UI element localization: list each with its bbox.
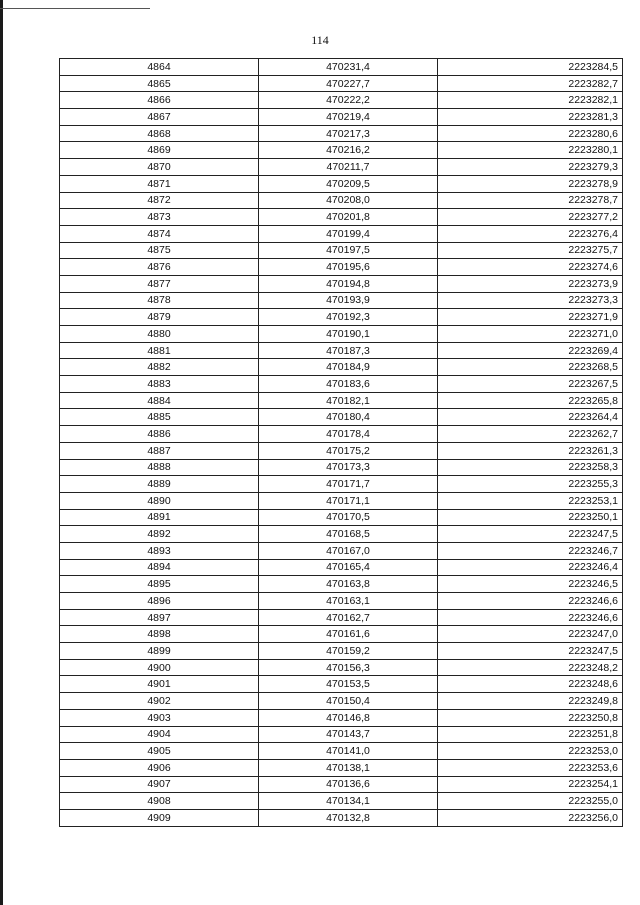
table-row	[60, 659, 623, 676]
y-coordinate-cell: 2223271,0	[438, 326, 623, 343]
point-number-cell: 4893	[60, 542, 259, 559]
table-row	[60, 192, 623, 209]
y-coordinate-cell: 2223265,8	[438, 392, 623, 409]
table-row	[60, 809, 623, 826]
point-number-cell: 4900	[60, 659, 259, 676]
x-coordinate-cell: 470161,6	[259, 626, 438, 643]
point-number-cell: 4865	[60, 75, 259, 92]
x-coordinate-cell: 470194,8	[259, 275, 438, 292]
point-number-cell: 4883	[60, 376, 259, 393]
table-row	[60, 643, 623, 660]
x-coordinate-cell: 470173,3	[259, 459, 438, 476]
table-row	[60, 409, 623, 426]
table-row	[60, 559, 623, 576]
point-number-cell: 4874	[60, 225, 259, 242]
y-coordinate-cell: 2223246,6	[438, 593, 623, 610]
x-coordinate-cell: 470208,0	[259, 192, 438, 209]
table-row	[60, 593, 623, 610]
table-row	[60, 476, 623, 493]
y-coordinate-cell: 2223258,3	[438, 459, 623, 476]
y-coordinate-cell: 2223281,3	[438, 109, 623, 126]
y-coordinate-cell: 2223279,3	[438, 159, 623, 176]
y-coordinate-cell: 2223253,1	[438, 492, 623, 509]
point-number-cell: 4907	[60, 776, 259, 793]
y-coordinate-cell: 2223248,6	[438, 676, 623, 693]
table-row	[60, 359, 623, 376]
x-coordinate-cell: 470216,2	[259, 142, 438, 159]
y-coordinate-cell: 2223255,0	[438, 793, 623, 810]
point-number-cell: 4875	[60, 242, 259, 259]
x-coordinate-cell: 470217,3	[259, 125, 438, 142]
point-number-cell: 4880	[60, 326, 259, 343]
x-coordinate-cell: 470163,8	[259, 576, 438, 593]
point-number-cell: 4890	[60, 492, 259, 509]
coordinates-table-body	[60, 59, 623, 827]
x-coordinate-cell: 470170,5	[259, 509, 438, 526]
x-coordinate-cell: 470211,7	[259, 159, 438, 176]
point-number-cell: 4897	[60, 609, 259, 626]
y-coordinate-cell: 2223253,6	[438, 759, 623, 776]
x-coordinate-cell: 470153,5	[259, 676, 438, 693]
table-row	[60, 676, 623, 693]
y-coordinate-cell: 2223255,3	[438, 476, 623, 493]
x-coordinate-cell: 470192,3	[259, 309, 438, 326]
point-number-cell: 4905	[60, 743, 259, 760]
y-coordinate-cell: 2223261,3	[438, 442, 623, 459]
y-coordinate-cell: 2223268,5	[438, 359, 623, 376]
point-number-cell: 4902	[60, 693, 259, 710]
table-row	[60, 376, 623, 393]
point-number-cell: 4878	[60, 292, 259, 309]
table-row	[60, 576, 623, 593]
table-row	[60, 159, 623, 176]
x-coordinate-cell: 470209,5	[259, 175, 438, 192]
y-coordinate-cell: 2223250,8	[438, 709, 623, 726]
y-coordinate-cell: 2223247,5	[438, 526, 623, 543]
x-coordinate-cell: 470182,1	[259, 392, 438, 409]
point-number-cell: 4866	[60, 92, 259, 109]
y-coordinate-cell: 2223274,6	[438, 259, 623, 276]
table-row	[60, 509, 623, 526]
point-number-cell: 4872	[60, 192, 259, 209]
table-row	[60, 542, 623, 559]
table-row	[60, 242, 623, 259]
point-number-cell: 4896	[60, 593, 259, 610]
page-number: 114	[311, 33, 329, 47]
table-row	[60, 793, 623, 810]
y-coordinate-cell: 2223246,5	[438, 576, 623, 593]
table-row	[60, 142, 623, 159]
x-coordinate-cell: 470201,8	[259, 209, 438, 226]
x-coordinate-cell: 470138,1	[259, 759, 438, 776]
y-coordinate-cell: 2223284,5	[438, 59, 623, 76]
point-number-cell: 4879	[60, 309, 259, 326]
table-row	[60, 225, 623, 242]
x-coordinate-cell: 470171,7	[259, 476, 438, 493]
point-number-cell: 4895	[60, 576, 259, 593]
scan-mark	[0, 8, 150, 9]
x-coordinate-cell: 470134,1	[259, 793, 438, 810]
scan-edge	[0, 0, 3, 905]
point-number-cell: 4904	[60, 726, 259, 743]
point-number-cell: 4892	[60, 526, 259, 543]
point-number-cell: 4867	[60, 109, 259, 126]
table-row	[60, 292, 623, 309]
point-number-cell: 4885	[60, 409, 259, 426]
point-number-cell: 4871	[60, 175, 259, 192]
y-coordinate-cell: 2223246,6	[438, 609, 623, 626]
point-number-cell: 4873	[60, 209, 259, 226]
x-coordinate-cell: 470141,0	[259, 743, 438, 760]
point-number-cell: 4868	[60, 125, 259, 142]
table-row	[60, 109, 623, 126]
point-number-cell: 4869	[60, 142, 259, 159]
x-coordinate-cell: 470195,6	[259, 259, 438, 276]
point-number-cell: 4886	[60, 426, 259, 443]
y-coordinate-cell: 2223246,7	[438, 542, 623, 559]
y-coordinate-cell: 2223275,7	[438, 242, 623, 259]
y-coordinate-cell: 2223250,1	[438, 509, 623, 526]
x-coordinate-cell: 470162,7	[259, 609, 438, 626]
point-number-cell: 4882	[60, 359, 259, 376]
table-row	[60, 526, 623, 543]
table-row	[60, 209, 623, 226]
y-coordinate-cell: 2223273,9	[438, 275, 623, 292]
x-coordinate-cell: 470222,2	[259, 92, 438, 109]
y-coordinate-cell: 2223269,4	[438, 342, 623, 359]
x-coordinate-cell: 470146,8	[259, 709, 438, 726]
y-coordinate-cell: 2223276,4	[438, 225, 623, 242]
table-row	[60, 75, 623, 92]
table-row	[60, 776, 623, 793]
table-row	[60, 459, 623, 476]
point-number-cell: 4901	[60, 676, 259, 693]
coordinates-table	[59, 58, 623, 827]
y-coordinate-cell: 2223264,4	[438, 409, 623, 426]
x-coordinate-cell: 470183,6	[259, 376, 438, 393]
y-coordinate-cell: 2223280,6	[438, 125, 623, 142]
x-coordinate-cell: 470231,4	[259, 59, 438, 76]
table-row	[60, 426, 623, 443]
y-coordinate-cell: 2223282,1	[438, 92, 623, 109]
y-coordinate-cell: 2223262,7	[438, 426, 623, 443]
table-row	[60, 125, 623, 142]
y-coordinate-cell: 2223277,2	[438, 209, 623, 226]
table-row	[60, 609, 623, 626]
table-row	[60, 442, 623, 459]
point-number-cell: 4906	[60, 759, 259, 776]
point-number-cell: 4870	[60, 159, 259, 176]
table-row	[60, 175, 623, 192]
table-row	[60, 275, 623, 292]
point-number-cell: 4889	[60, 476, 259, 493]
point-number-cell: 4898	[60, 626, 259, 643]
x-coordinate-cell: 470156,3	[259, 659, 438, 676]
table-row	[60, 326, 623, 343]
point-number-cell: 4903	[60, 709, 259, 726]
point-number-cell: 4891	[60, 509, 259, 526]
y-coordinate-cell: 2223271,9	[438, 309, 623, 326]
table-row	[60, 726, 623, 743]
x-coordinate-cell: 470187,3	[259, 342, 438, 359]
x-coordinate-cell: 470159,2	[259, 643, 438, 660]
x-coordinate-cell: 470190,1	[259, 326, 438, 343]
y-coordinate-cell: 2223248,2	[438, 659, 623, 676]
y-coordinate-cell: 2223249,8	[438, 693, 623, 710]
x-coordinate-cell: 470136,6	[259, 776, 438, 793]
y-coordinate-cell: 2223247,0	[438, 626, 623, 643]
table-row	[60, 693, 623, 710]
point-number-cell: 4884	[60, 392, 259, 409]
y-coordinate-cell: 2223280,1	[438, 142, 623, 159]
point-number-cell: 4887	[60, 442, 259, 459]
y-coordinate-cell: 2223246,4	[438, 559, 623, 576]
point-number-cell: 4894	[60, 559, 259, 576]
point-number-cell: 4888	[60, 459, 259, 476]
x-coordinate-cell: 470171,1	[259, 492, 438, 509]
y-coordinate-cell: 2223253,0	[438, 743, 623, 760]
x-coordinate-cell: 470199,4	[259, 225, 438, 242]
table-row	[60, 626, 623, 643]
point-number-cell: 4876	[60, 259, 259, 276]
point-number-cell: 4909	[60, 809, 259, 826]
x-coordinate-cell: 470175,2	[259, 442, 438, 459]
point-number-cell: 4899	[60, 643, 259, 660]
table-row	[60, 709, 623, 726]
y-coordinate-cell: 2223278,9	[438, 175, 623, 192]
y-coordinate-cell: 2223251,8	[438, 726, 623, 743]
table-row	[60, 309, 623, 326]
y-coordinate-cell: 2223278,7	[438, 192, 623, 209]
x-coordinate-cell: 470165,4	[259, 559, 438, 576]
y-coordinate-cell: 2223256,0	[438, 809, 623, 826]
x-coordinate-cell: 470227,7	[259, 75, 438, 92]
x-coordinate-cell: 470180,4	[259, 409, 438, 426]
table-row	[60, 392, 623, 409]
point-number-cell: 4881	[60, 342, 259, 359]
y-coordinate-cell: 2223247,5	[438, 643, 623, 660]
table-row	[60, 492, 623, 509]
x-coordinate-cell: 470167,0	[259, 542, 438, 559]
table-row	[60, 342, 623, 359]
x-coordinate-cell: 470219,4	[259, 109, 438, 126]
x-coordinate-cell: 470168,5	[259, 526, 438, 543]
table-row	[60, 759, 623, 776]
point-number-cell: 4877	[60, 275, 259, 292]
point-number-cell: 4908	[60, 793, 259, 810]
table-row	[60, 59, 623, 76]
y-coordinate-cell: 2223267,5	[438, 376, 623, 393]
x-coordinate-cell: 470197,5	[259, 242, 438, 259]
x-coordinate-cell: 470143,7	[259, 726, 438, 743]
x-coordinate-cell: 470132,8	[259, 809, 438, 826]
point-number-cell: 4864	[60, 59, 259, 76]
y-coordinate-cell: 2223254,1	[438, 776, 623, 793]
x-coordinate-cell: 470193,9	[259, 292, 438, 309]
table-row	[60, 92, 623, 109]
y-coordinate-cell: 2223273,3	[438, 292, 623, 309]
x-coordinate-cell: 470178,4	[259, 426, 438, 443]
table-row	[60, 259, 623, 276]
x-coordinate-cell: 470150,4	[259, 693, 438, 710]
y-coordinate-cell: 2223282,7	[438, 75, 623, 92]
x-coordinate-cell: 470163,1	[259, 593, 438, 610]
x-coordinate-cell: 470184,9	[259, 359, 438, 376]
table-row	[60, 743, 623, 760]
